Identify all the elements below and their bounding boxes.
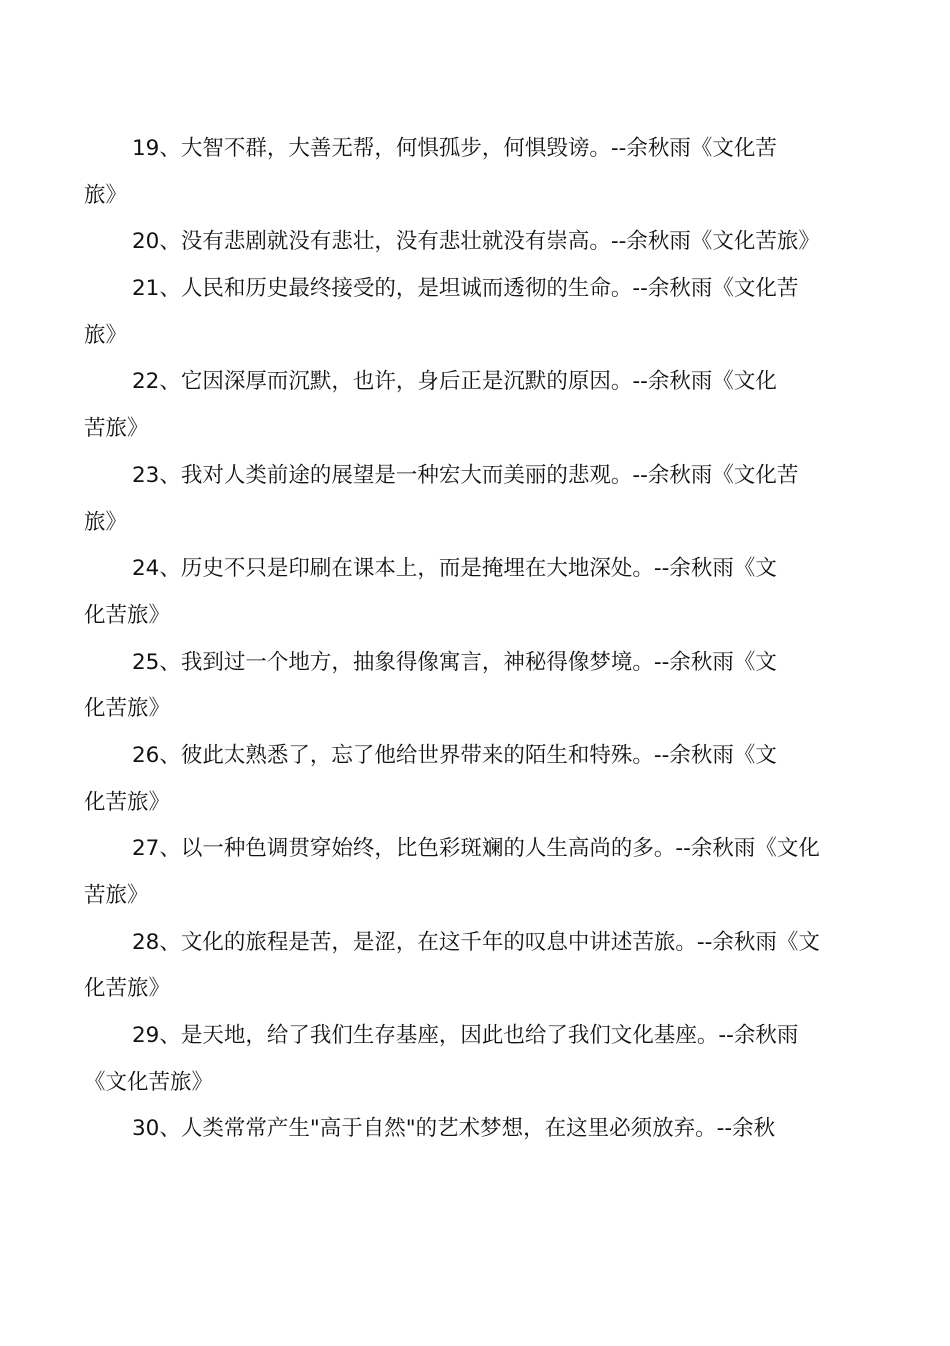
quote-19-line-2: 旅》 xyxy=(84,182,128,208)
quote-26-line-2: 化苦旅》 xyxy=(84,789,171,815)
quote-29-line-1: 29、是天地，给了我们生存基座，因此也给了我们文化基座。--余秋雨 xyxy=(132,1023,799,1049)
quote-23-line-1: 23、我对人类前途的展望是一种宏大而美丽的悲观。--余秋雨《文化苦 xyxy=(132,462,799,488)
quote-26-line-1: 26、彼此太熟悉了，忘了他给世界带来的陌生和特殊。--余秋雨《文 xyxy=(132,742,777,768)
quote-27-line-1: 27、以一种色调贯穿始终，比色彩斑斓的人生高尚的多。--余秋雨《文化 xyxy=(132,836,820,862)
quote-24-line-1: 24、历史不只是印刷在课本上，而是掩埋在大地深处。--余秋雨《文 xyxy=(132,556,777,582)
quote-22-line-2: 苦旅》 xyxy=(84,416,149,442)
quote-list xyxy=(84,126,854,1153)
quote-22-line-1: 22、它因深厚而沉默，也许，身后正是沉默的原因。--余秋雨《文化 xyxy=(132,369,777,395)
quote-20-line-1: 20、没有悲剧就没有悲壮，没有悲壮就没有崇高。--余秋雨《文化苦旅》 xyxy=(132,229,820,255)
quote-29-line-2: 《文化苦旅》 xyxy=(84,1069,214,1095)
quote-28-line-2: 化苦旅》 xyxy=(84,976,171,1002)
quote-25-line-2: 化苦旅》 xyxy=(84,696,171,722)
quote-28-line-1: 28、文化的旅程是苦，是涩，在这千年的叹息中讲述苦旅。--余秋雨《文 xyxy=(132,929,820,955)
quote-24-line-2: 化苦旅》 xyxy=(84,602,171,628)
quote-21-line-2: 旅》 xyxy=(84,322,128,348)
quote-25-line-1: 25、我到过一个地方，抽象得像寓言，神秘得像梦境。--余秋雨《文 xyxy=(132,649,777,675)
quote-19-line-1: 19、大智不群，大善无帮，何惧孤步，何惧毁谤。--余秋雨《文化苦 xyxy=(132,136,777,161)
quote-30-line-1: 30、人类常常产生"高于自然"的艺术梦想，在这里必须放弃。--余秋 xyxy=(132,1116,776,1142)
quote-21-line-1: 21、人民和历史最终接受的，是坦诚而透彻的生命。--余秋雨《文化苦 xyxy=(132,276,799,302)
quote-23-line-2: 旅》 xyxy=(84,509,128,535)
quote-27-line-2: 苦旅》 xyxy=(84,883,149,908)
